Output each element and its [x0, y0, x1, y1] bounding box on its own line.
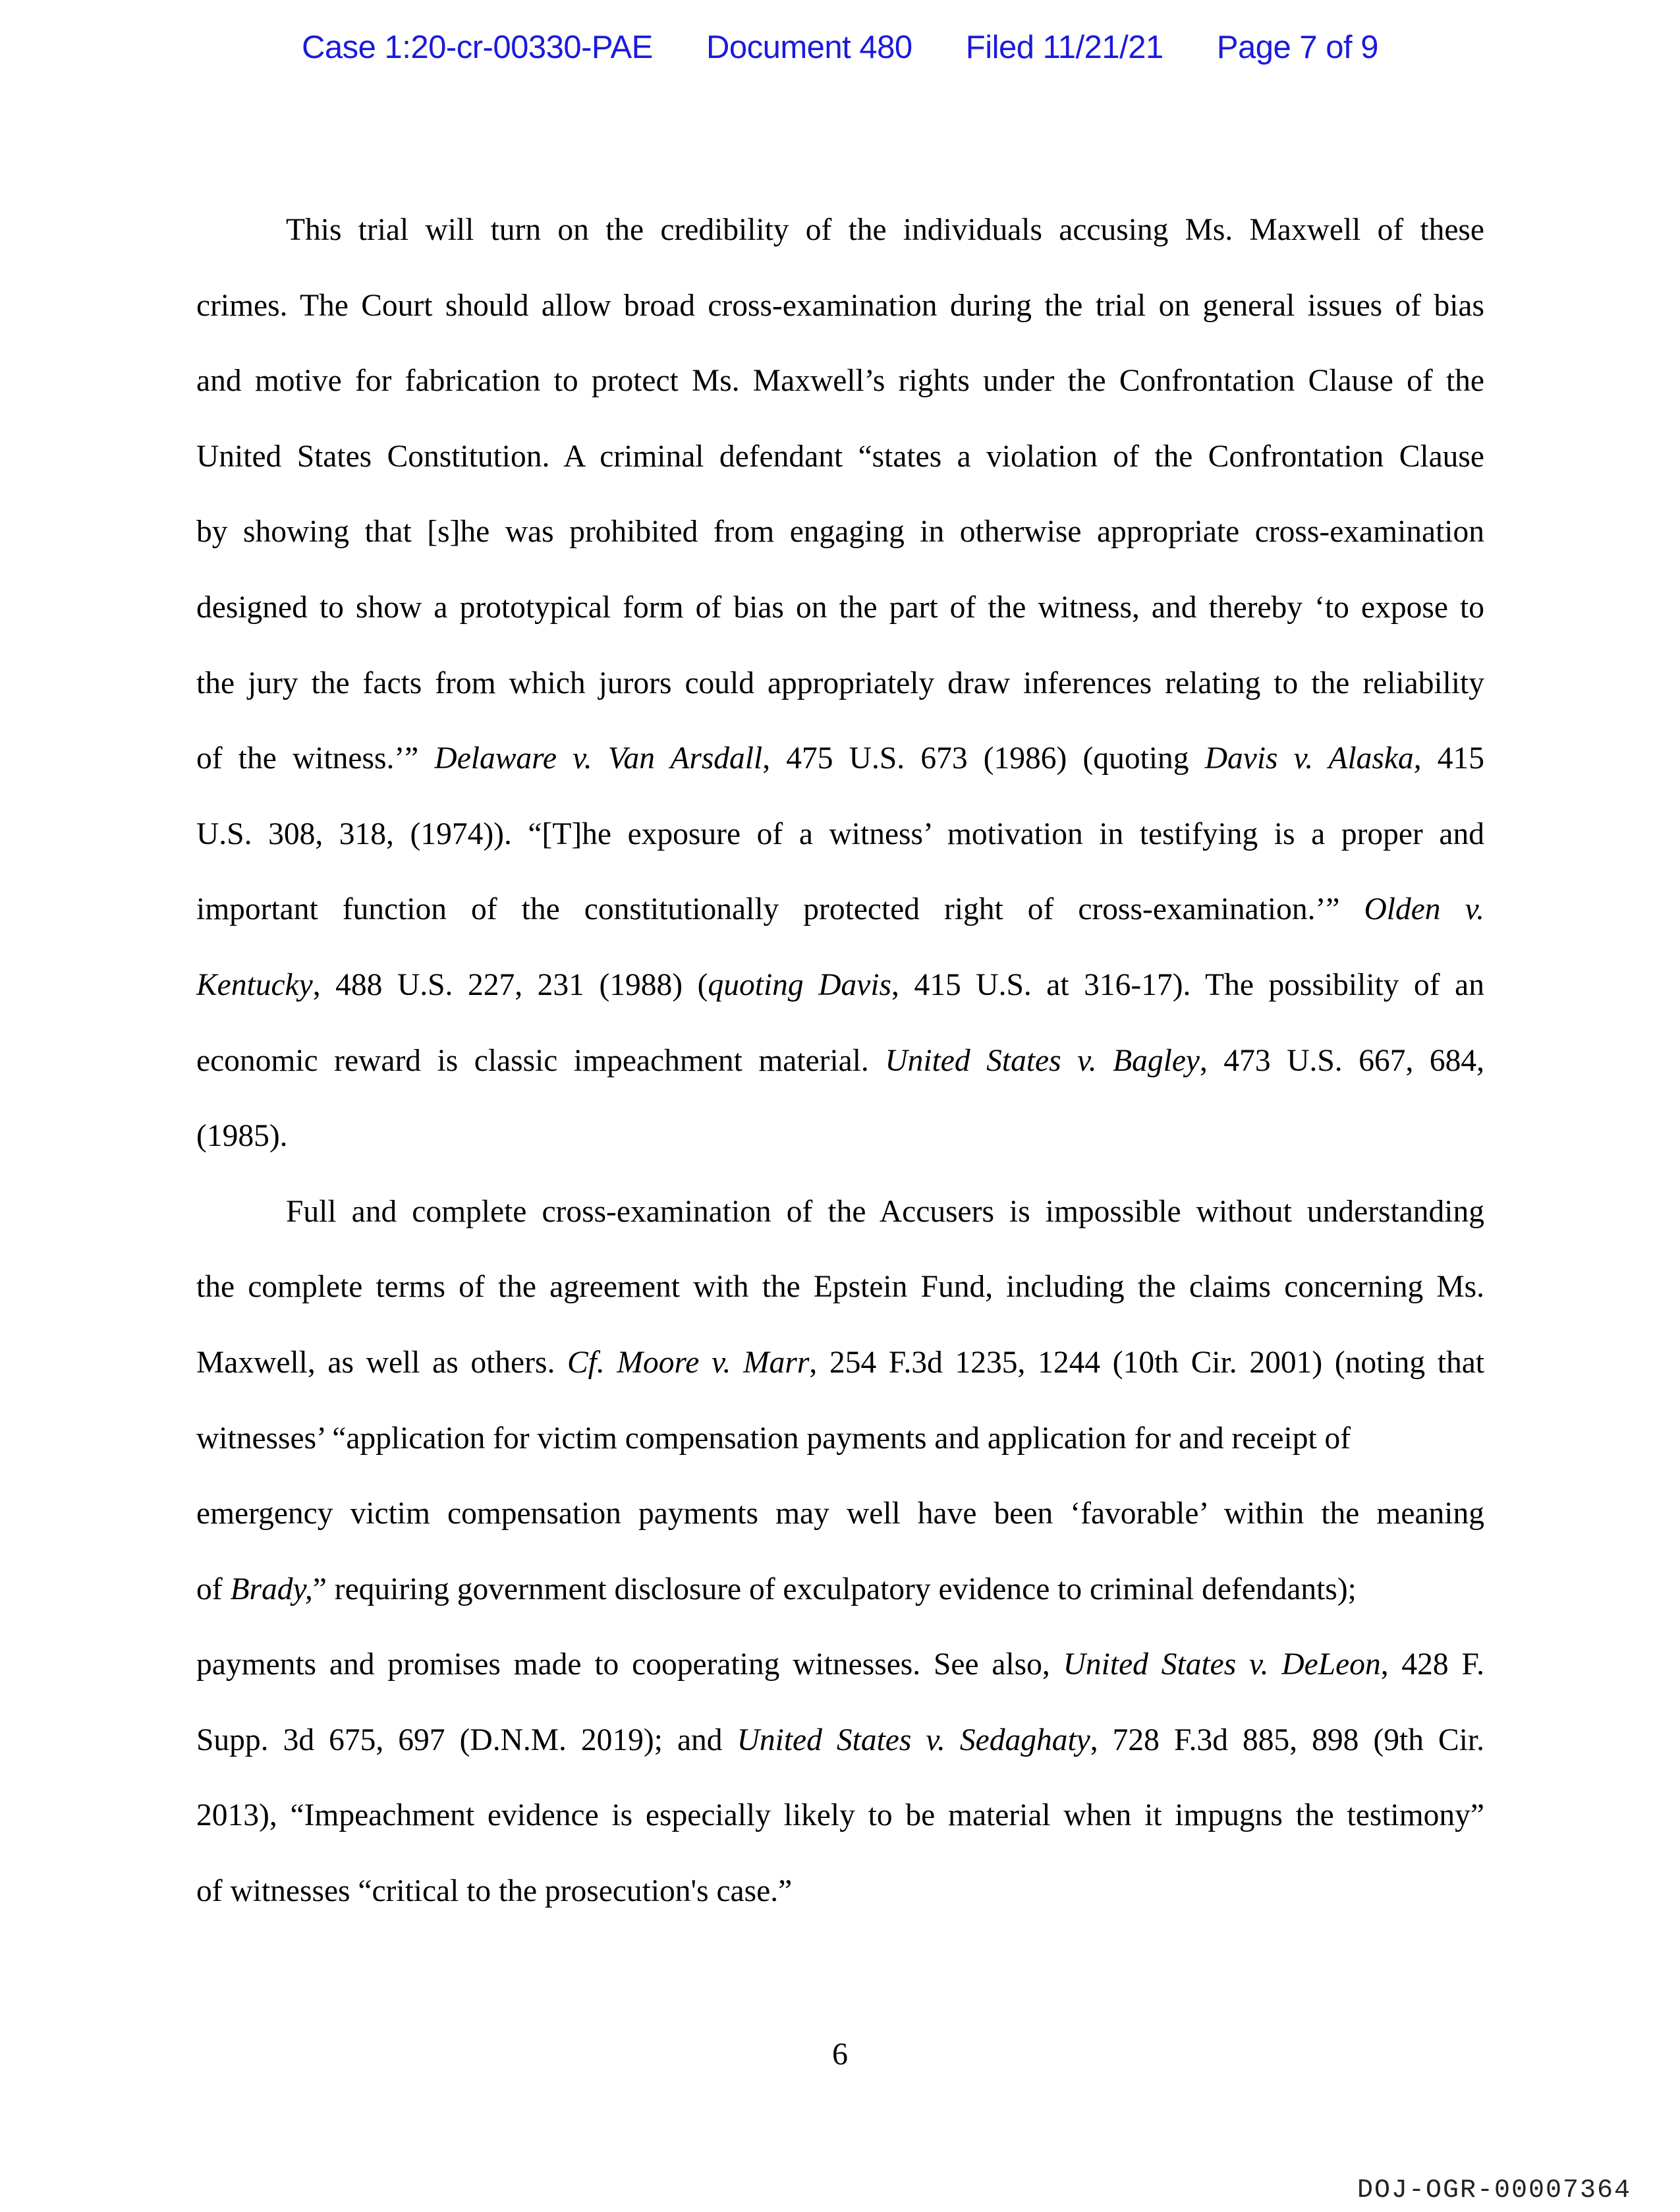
- text-line: the jury the facts from which jurors could appropriately draw inferences relating to the reliability: [196, 666, 1484, 700]
- case-citation: Davis v. Alaska,: [1204, 741, 1422, 776]
- text-line: economic reward is classic impeachment material. United States v. Bagley, 473 U.S. 667, 684,: [196, 1043, 1484, 1078]
- case-citation: quoting Davis: [708, 967, 892, 1002]
- case-number: Case 1:20-cr-00330-PAE: [302, 30, 653, 65]
- text-line: Supp. 3d 675, 697 (D.N.M. 2019); and United States v. Sedaghaty, 728 F.3d 885, 898 (9th Cir.: [196, 1722, 1484, 1757]
- text-line: designed to show a prototypical form of bias on the part of the witness, and thereby ‘to expose to: [196, 590, 1484, 625]
- text-line: United States Constitution. A criminal defendant “states a violation of the Confrontation Clause: [196, 439, 1484, 474]
- bates-number: DOJ-OGR-00007364: [1357, 2176, 1631, 2205]
- text-line: (1985).: [196, 1119, 288, 1154]
- text-line: emergency victim compensation payments may well have been ‘favorable’ within the meaning: [196, 1496, 1484, 1531]
- page-indicator: Page 7 of 9: [1216, 30, 1378, 65]
- text-line: of the witness.’” Delaware v. Van Arsdall, 475 U.S. 673 (1986) (quoting Davis v. Alaska, 415: [196, 741, 1485, 776]
- text-line: payments and promises made to cooperating witnesses. See also, United States v. DeLeon, 428 F.: [196, 1647, 1484, 1682]
- text-line: by showing that [s]he was prohibited from engaging in otherwise appropriate cross-examination: [196, 515, 1484, 550]
- text-line: U.S. 308, 318, (1974)). “[T]he exposure of a witness’ motivation in testifying is a proper and: [196, 816, 1484, 851]
- case-citation: Delaware v. Van Arsdall: [434, 741, 763, 776]
- text-line: Kentucky, 488 U.S. 227, 231 (1988) (quoting Davis, 415 U.S. at 316-17). The possibility of an: [196, 967, 1484, 1002]
- text-line: important function of the constitutionally protected right of cross-examination.’” Olden v.: [196, 892, 1485, 927]
- text-line: 2013), “Impeachment evidence is especially likely to be material when it impugns the testimony”: [196, 1798, 1484, 1833]
- case-citation: Kentucky: [196, 967, 313, 1002]
- text-line: witnesses’ “application for victim compensation payments and application for and receipt of: [196, 1421, 1351, 1456]
- case-citation: United States v. DeLeon: [1063, 1647, 1381, 1682]
- document-number: Document 480: [706, 30, 912, 65]
- filed-date: Filed 11/21/21: [965, 30, 1163, 65]
- case-citation: United States v. Sedaghaty: [737, 1722, 1090, 1757]
- text-line: crimes. The Court should allow broad cross-examination during the trial on general issues of bias: [196, 288, 1484, 323]
- text-line: Maxwell, as well as others. Cf. Moore v. Marr, 254 F.3d 1235, 1244 (10th Cir. 2001) (noting that: [196, 1345, 1484, 1380]
- case-citation: Olden v.: [1364, 892, 1485, 927]
- text-line: This trial will turn on the credibility of the individuals accusing Ms. Maxwell of these: [286, 213, 1484, 247]
- paragraph-1: [196, 192, 1484, 1174]
- text-line: the complete terms of the agreement with the Epstein Fund, including the claims concerning Ms.: [196, 1270, 1484, 1305]
- case-citation: Brady,: [230, 1572, 313, 1606]
- case-citation: Cf. Moore v. Marr: [567, 1345, 810, 1380]
- text-line: and motive for fabrication to protect Ms. Maxwell’s rights under the Confrontation Clause of the: [196, 364, 1484, 399]
- paragraph-2: [196, 1174, 1484, 1929]
- page-number: 6: [832, 2037, 848, 2072]
- text-line: of witnesses “critical to the prosecution's case.”: [196, 1874, 793, 1909]
- case-citation: United States v. Bagley: [885, 1043, 1200, 1078]
- document-body: [196, 192, 1484, 1929]
- ecf-filing-header: [0, 29, 1680, 66]
- text-line: Full and complete cross-examination of the Accusers is impossible without understanding: [286, 1194, 1484, 1229]
- text-line: of Brady,” requiring government disclosure of exculpatory evidence to criminal defendants);: [196, 1572, 1357, 1606]
